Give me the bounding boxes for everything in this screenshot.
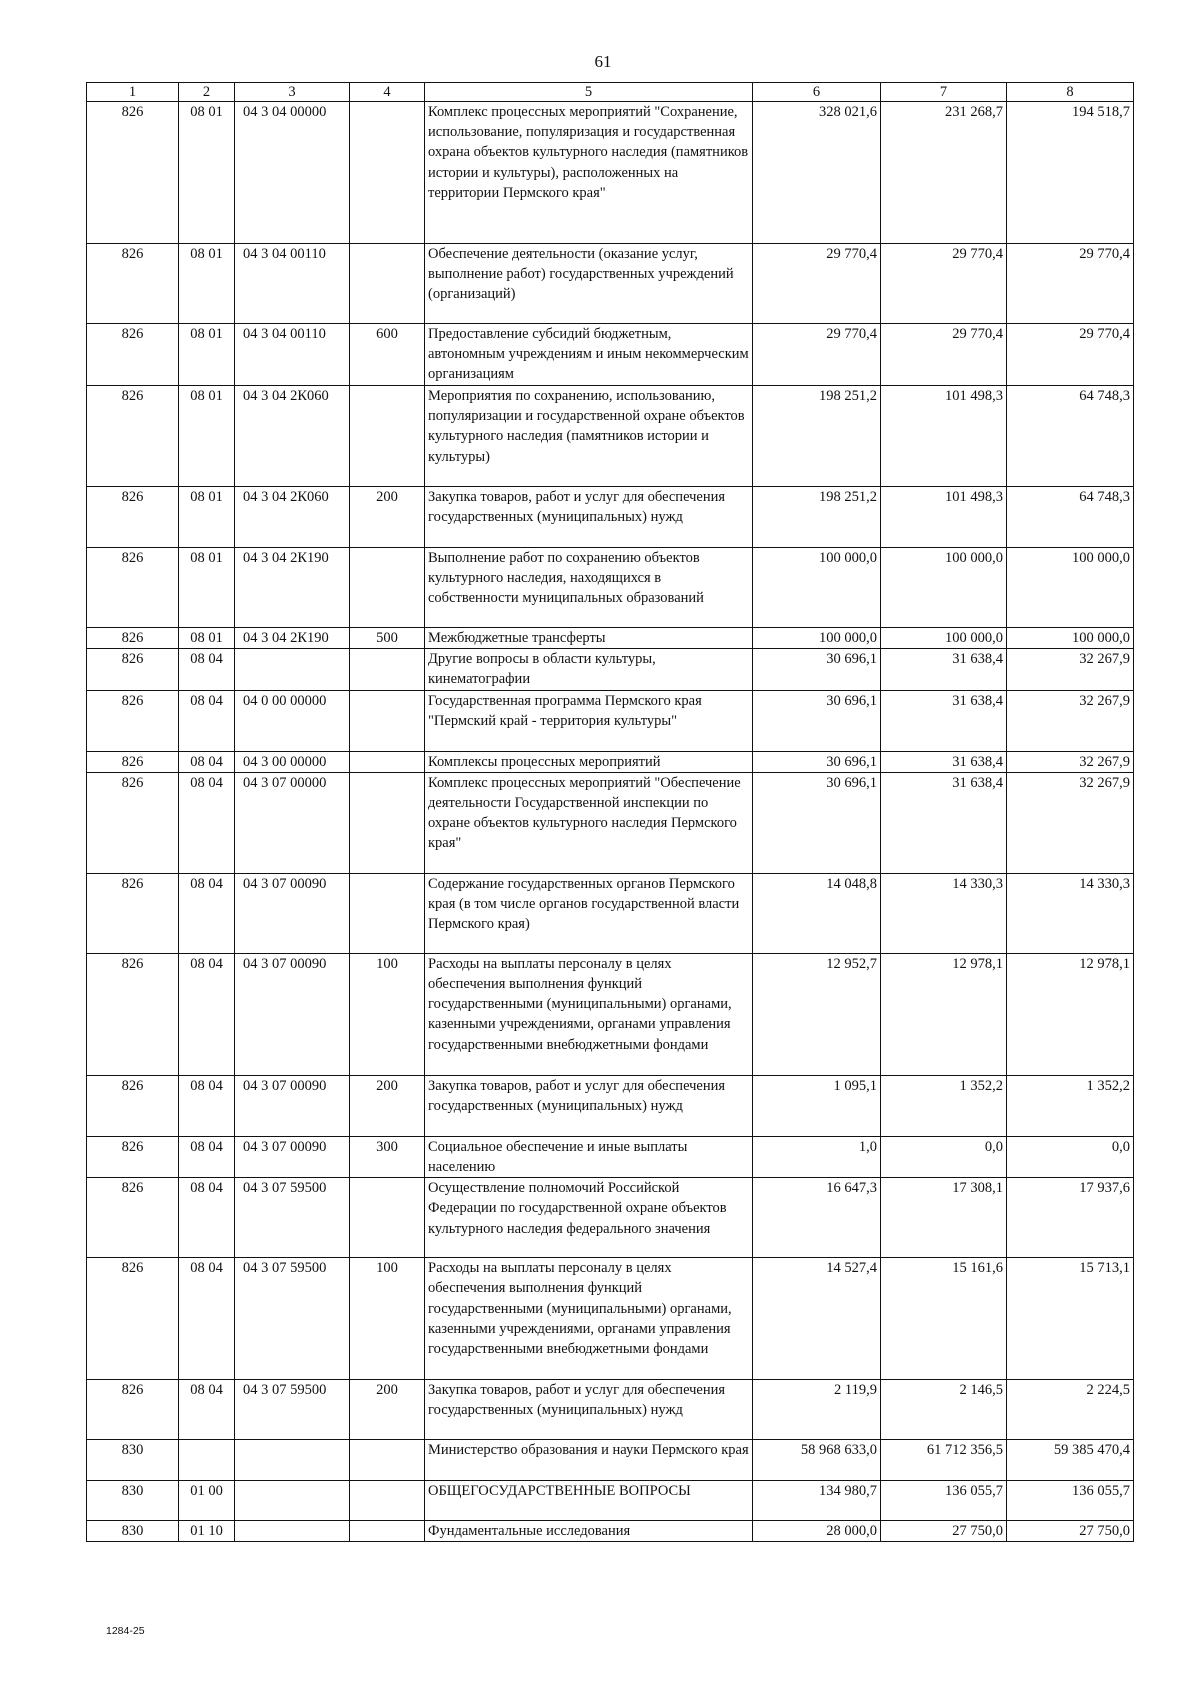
cell-admin-code: 826 bbox=[87, 548, 179, 628]
header-cell: 8 bbox=[1007, 83, 1134, 102]
cell-amount-year1: 100 000,0 bbox=[753, 628, 881, 649]
cell-amount-year1: 100 000,0 bbox=[753, 548, 881, 628]
table-row bbox=[87, 244, 1134, 324]
cell-amount-year2: 1 352,2 bbox=[881, 1075, 1007, 1136]
cell-target-article bbox=[235, 1440, 350, 1481]
cell-description: Государственная программа Пермского края "Пермский край - территория культуры" bbox=[425, 690, 753, 751]
cell-amount-year1: 198 251,2 bbox=[753, 386, 881, 487]
cell-section-code: 08 01 bbox=[179, 628, 235, 649]
cell-expense-type bbox=[350, 772, 425, 873]
cell-expense-type bbox=[350, 548, 425, 628]
cell-admin-code: 826 bbox=[87, 386, 179, 487]
cell-amount-year1: 29 770,4 bbox=[753, 244, 881, 324]
cell-target-article: 04 0 00 00000 bbox=[235, 690, 350, 751]
cell-target-article bbox=[235, 1521, 350, 1542]
cell-description: Содержание государственных органов Пермского края (в том числе органов государственной власти Пермского края) bbox=[425, 873, 753, 953]
table-row bbox=[87, 487, 1134, 548]
cell-amount-year1: 29 770,4 bbox=[753, 324, 881, 386]
cell-amount-year2: 29 770,4 bbox=[881, 244, 1007, 324]
cell-admin-code: 830 bbox=[87, 1440, 179, 1481]
table-row bbox=[87, 1075, 1134, 1136]
page-number: 61 bbox=[594, 52, 612, 71]
cell-amount-year2: 0,0 bbox=[881, 1136, 1007, 1177]
cell-admin-code: 826 bbox=[87, 628, 179, 649]
cell-amount-year2: 31 638,4 bbox=[881, 690, 1007, 751]
cell-amount-year2: 15 161,6 bbox=[881, 1258, 1007, 1380]
cell-expense-type: 200 bbox=[350, 1380, 425, 1440]
cell-description: Расходы на выплаты персоналу в целях обеспечения выполнения функций государственными (муниципальными) органами, казенными учреждениями, органами управления государственными внебюджетными фондами bbox=[425, 953, 753, 1075]
cell-description: Закупка товаров, работ и услуг для обеспечения государственных (муниципальных) нужд bbox=[425, 1380, 753, 1440]
cell-amount-year1: 198 251,2 bbox=[753, 487, 881, 548]
cell-admin-code: 826 bbox=[87, 751, 179, 772]
cell-target-article: 04 3 00 00000 bbox=[235, 751, 350, 772]
cell-amount-year1: 14 527,4 bbox=[753, 1258, 881, 1380]
cell-description: ОБЩЕГОСУДАРСТВЕННЫЕ ВОПРОСЫ bbox=[425, 1481, 753, 1521]
cell-expense-type: 300 bbox=[350, 1136, 425, 1177]
cell-amount-year1: 14 048,8 bbox=[753, 873, 881, 953]
cell-amount-year1: 328 021,6 bbox=[753, 102, 881, 244]
cell-amount-year3: 17 937,6 bbox=[1007, 1178, 1134, 1258]
cell-amount-year2: 101 498,3 bbox=[881, 386, 1007, 487]
header-cell: 7 bbox=[881, 83, 1007, 102]
cell-admin-code: 826 bbox=[87, 1136, 179, 1177]
table-row bbox=[87, 873, 1134, 953]
header-cell: 3 bbox=[235, 83, 350, 102]
cell-amount-year3: 29 770,4 bbox=[1007, 244, 1134, 324]
cell-target-article: 04 3 07 59500 bbox=[235, 1178, 350, 1258]
cell-section-code bbox=[179, 1440, 235, 1481]
cell-section-code: 08 01 bbox=[179, 244, 235, 324]
table-row bbox=[87, 386, 1134, 487]
cell-section-code: 08 01 bbox=[179, 487, 235, 548]
cell-amount-year2: 100 000,0 bbox=[881, 548, 1007, 628]
cell-description: Расходы на выплаты персоналу в целях обеспечения выполнения функций государственными (муниципальными) органами, казенными учреждениями, органами управления государственными внебюджетными фондами bbox=[425, 1258, 753, 1380]
document-code: 1284-25 bbox=[106, 1625, 145, 1637]
table-row bbox=[87, 1440, 1134, 1481]
cell-description: Выполнение работ по сохранению объектов культурного наследия, находящихся в собственности муниципальных образований bbox=[425, 548, 753, 628]
cell-target-article: 04 3 07 00000 bbox=[235, 772, 350, 873]
cell-target-article: 04 3 04 00000 bbox=[235, 102, 350, 244]
cell-description: Другие вопросы в области культуры, кинематографии bbox=[425, 649, 753, 690]
cell-admin-code: 826 bbox=[87, 487, 179, 548]
cell-admin-code: 826 bbox=[87, 690, 179, 751]
cell-target-article: 04 3 07 59500 bbox=[235, 1258, 350, 1380]
cell-target-article bbox=[235, 649, 350, 690]
cell-amount-year2: 100 000,0 bbox=[881, 628, 1007, 649]
cell-amount-year3: 100 000,0 bbox=[1007, 628, 1134, 649]
cell-amount-year2: 31 638,4 bbox=[881, 649, 1007, 690]
cell-amount-year3: 12 978,1 bbox=[1007, 953, 1134, 1075]
cell-section-code: 01 00 bbox=[179, 1481, 235, 1521]
cell-target-article: 04 3 04 2К190 bbox=[235, 548, 350, 628]
header-cell: 1 bbox=[87, 83, 179, 102]
cell-amount-year2: 2 146,5 bbox=[881, 1380, 1007, 1440]
table-row bbox=[87, 1178, 1134, 1258]
cell-target-article: 04 3 07 59500 bbox=[235, 1380, 350, 1440]
cell-amount-year3: 29 770,4 bbox=[1007, 324, 1134, 386]
cell-amount-year1: 1 095,1 bbox=[753, 1075, 881, 1136]
cell-amount-year3: 136 055,7 bbox=[1007, 1481, 1134, 1521]
cell-amount-year3: 27 750,0 bbox=[1007, 1521, 1134, 1542]
header-row bbox=[87, 83, 1134, 102]
cell-section-code: 08 04 bbox=[179, 772, 235, 873]
cell-amount-year1: 30 696,1 bbox=[753, 649, 881, 690]
cell-amount-year3: 32 267,9 bbox=[1007, 751, 1134, 772]
cell-section-code: 08 04 bbox=[179, 1075, 235, 1136]
cell-description: Министерство образования и науки Пермского края bbox=[425, 1440, 753, 1481]
cell-amount-year2: 136 055,7 bbox=[881, 1481, 1007, 1521]
table-row bbox=[87, 628, 1134, 649]
cell-description: Закупка товаров, работ и услуг для обеспечения государственных (муниципальных) нужд bbox=[425, 1075, 753, 1136]
cell-amount-year3: 100 000,0 bbox=[1007, 548, 1134, 628]
cell-amount-year3: 32 267,9 bbox=[1007, 649, 1134, 690]
cell-admin-code: 826 bbox=[87, 1380, 179, 1440]
table-row bbox=[87, 102, 1134, 244]
cell-section-code: 08 04 bbox=[179, 1380, 235, 1440]
cell-description: Фундаментальные исследования bbox=[425, 1521, 753, 1542]
cell-amount-year2: 17 308,1 bbox=[881, 1178, 1007, 1258]
cell-section-code: 08 04 bbox=[179, 1136, 235, 1177]
cell-section-code: 08 01 bbox=[179, 324, 235, 386]
cell-amount-year3: 64 748,3 bbox=[1007, 487, 1134, 548]
cell-admin-code: 826 bbox=[87, 953, 179, 1075]
cell-expense-type: 100 bbox=[350, 953, 425, 1075]
cell-expense-type: 100 bbox=[350, 1258, 425, 1380]
cell-expense-type: 200 bbox=[350, 487, 425, 548]
cell-admin-code: 830 bbox=[87, 1521, 179, 1542]
table-row bbox=[87, 324, 1134, 386]
cell-expense-type bbox=[350, 751, 425, 772]
cell-expense-type bbox=[350, 1481, 425, 1521]
cell-section-code: 08 01 bbox=[179, 548, 235, 628]
cell-expense-type bbox=[350, 102, 425, 244]
cell-description: Комплекс процессных мероприятий "Сохранение, использование, популяризация и государственная охрана объектов культурного наследия (памятников истории и культуры), расположенных на территории Пермского края" bbox=[425, 102, 753, 244]
table-row bbox=[87, 548, 1134, 628]
cell-description: Мероприятия по сохранению, использованию, популяризации и государственной охране объектов культурного наследия (памятников истории и культуры) bbox=[425, 386, 753, 487]
cell-amount-year3: 64 748,3 bbox=[1007, 386, 1134, 487]
cell-amount-year1: 30 696,1 bbox=[753, 772, 881, 873]
table-row bbox=[87, 1521, 1134, 1542]
cell-target-article: 04 3 07 00090 bbox=[235, 873, 350, 953]
cell-expense-type bbox=[350, 244, 425, 324]
cell-amount-year1: 30 696,1 bbox=[753, 751, 881, 772]
cell-admin-code: 826 bbox=[87, 324, 179, 386]
cell-amount-year2: 27 750,0 bbox=[881, 1521, 1007, 1542]
cell-expense-type: 500 bbox=[350, 628, 425, 649]
cell-amount-year1: 2 119,9 bbox=[753, 1380, 881, 1440]
cell-amount-year1: 58 968 633,0 bbox=[753, 1440, 881, 1481]
cell-expense-type: 600 bbox=[350, 324, 425, 386]
cell-amount-year2: 31 638,4 bbox=[881, 751, 1007, 772]
cell-expense-type bbox=[350, 873, 425, 953]
cell-section-code: 08 04 bbox=[179, 873, 235, 953]
cell-amount-year3: 32 267,9 bbox=[1007, 690, 1134, 751]
cell-description: Социальное обеспечение и иные выплаты населению bbox=[425, 1136, 753, 1177]
cell-amount-year1: 30 696,1 bbox=[753, 690, 881, 751]
cell-expense-type bbox=[350, 690, 425, 751]
cell-target-article bbox=[235, 1481, 350, 1521]
cell-amount-year2: 101 498,3 bbox=[881, 487, 1007, 548]
cell-amount-year3: 194 518,7 bbox=[1007, 102, 1134, 244]
cell-amount-year3: 2 224,5 bbox=[1007, 1380, 1134, 1440]
cell-amount-year2: 31 638,4 bbox=[881, 772, 1007, 873]
cell-amount-year1: 134 980,7 bbox=[753, 1481, 881, 1521]
table-row bbox=[87, 953, 1134, 1075]
cell-expense-type bbox=[350, 386, 425, 487]
cell-amount-year1: 16 647,3 bbox=[753, 1178, 881, 1258]
cell-section-code: 08 04 bbox=[179, 1258, 235, 1380]
cell-section-code: 08 04 bbox=[179, 953, 235, 1075]
cell-section-code: 08 04 bbox=[179, 751, 235, 772]
budget-table bbox=[86, 82, 1134, 1542]
cell-admin-code: 826 bbox=[87, 1178, 179, 1258]
cell-admin-code: 826 bbox=[87, 1075, 179, 1136]
cell-amount-year3: 1 352,2 bbox=[1007, 1075, 1134, 1136]
cell-amount-year3: 0,0 bbox=[1007, 1136, 1134, 1177]
cell-target-article: 04 3 07 00090 bbox=[235, 953, 350, 1075]
cell-target-article: 04 3 04 00110 bbox=[235, 244, 350, 324]
cell-amount-year3: 15 713,1 bbox=[1007, 1258, 1134, 1380]
header-cell: 6 bbox=[753, 83, 881, 102]
cell-section-code: 01 10 bbox=[179, 1521, 235, 1542]
cell-amount-year3: 14 330,3 bbox=[1007, 873, 1134, 953]
table-row bbox=[87, 1380, 1134, 1440]
cell-expense-type bbox=[350, 1521, 425, 1542]
cell-amount-year2: 231 268,7 bbox=[881, 102, 1007, 244]
cell-expense-type bbox=[350, 1440, 425, 1481]
cell-amount-year1: 28 000,0 bbox=[753, 1521, 881, 1542]
cell-target-article: 04 3 07 00090 bbox=[235, 1075, 350, 1136]
table-row bbox=[87, 751, 1134, 772]
cell-admin-code: 826 bbox=[87, 244, 179, 324]
table-row bbox=[87, 1258, 1134, 1380]
header-cell: 5 bbox=[425, 83, 753, 102]
cell-target-article: 04 3 07 00090 bbox=[235, 1136, 350, 1177]
table-row bbox=[87, 1136, 1134, 1177]
cell-description: Межбюджетные трансферты bbox=[425, 628, 753, 649]
cell-description: Предоставление субсидий бюджетным, автономным учреждениям и иным некоммерческим организациям bbox=[425, 324, 753, 386]
cell-section-code: 08 04 bbox=[179, 649, 235, 690]
cell-amount-year1: 1,0 bbox=[753, 1136, 881, 1177]
cell-amount-year2: 14 330,3 bbox=[881, 873, 1007, 953]
header-cell: 4 bbox=[350, 83, 425, 102]
cell-admin-code: 826 bbox=[87, 1258, 179, 1380]
cell-admin-code: 826 bbox=[87, 649, 179, 690]
cell-description: Комплекс процессных мероприятий "Обеспечение деятельности Государственной инспекции по охране объектов культурного наследия Пермского края" bbox=[425, 772, 753, 873]
cell-admin-code: 830 bbox=[87, 1481, 179, 1521]
cell-amount-year3: 32 267,9 bbox=[1007, 772, 1134, 873]
cell-target-article: 04 3 04 00110 bbox=[235, 324, 350, 386]
cell-section-code: 08 04 bbox=[179, 1178, 235, 1258]
cell-description: Обеспечение деятельности (оказание услуг, выполнение работ) государственных учреждений (организаций) bbox=[425, 244, 753, 324]
cell-section-code: 08 01 bbox=[179, 102, 235, 244]
cell-section-code: 08 01 bbox=[179, 386, 235, 487]
table-row bbox=[87, 649, 1134, 690]
cell-amount-year2: 29 770,4 bbox=[881, 324, 1007, 386]
cell-target-article: 04 3 04 2К060 bbox=[235, 386, 350, 487]
cell-amount-year1: 12 952,7 bbox=[753, 953, 881, 1075]
cell-admin-code: 826 bbox=[87, 102, 179, 244]
cell-expense-type: 200 bbox=[350, 1075, 425, 1136]
table-row bbox=[87, 690, 1134, 751]
table-row bbox=[87, 1481, 1134, 1521]
cell-admin-code: 826 bbox=[87, 873, 179, 953]
cell-amount-year3: 59 385 470,4 bbox=[1007, 1440, 1134, 1481]
cell-section-code: 08 04 bbox=[179, 690, 235, 751]
cell-amount-year2: 12 978,1 bbox=[881, 953, 1007, 1075]
cell-expense-type bbox=[350, 1178, 425, 1258]
cell-description: Закупка товаров, работ и услуг для обеспечения государственных (муниципальных) нужд bbox=[425, 487, 753, 548]
cell-description: Комплексы процессных мероприятий bbox=[425, 751, 753, 772]
cell-amount-year2: 61 712 356,5 bbox=[881, 1440, 1007, 1481]
table-row bbox=[87, 772, 1134, 873]
cell-expense-type bbox=[350, 649, 425, 690]
header-cell: 2 bbox=[179, 83, 235, 102]
cell-description: Осуществление полномочий Российской Федерации по государственной охране объектов культурного наследия федерального значения bbox=[425, 1178, 753, 1258]
cell-target-article: 04 3 04 2К060 bbox=[235, 487, 350, 548]
cell-admin-code: 826 bbox=[87, 772, 179, 873]
cell-target-article: 04 3 04 2К190 bbox=[235, 628, 350, 649]
